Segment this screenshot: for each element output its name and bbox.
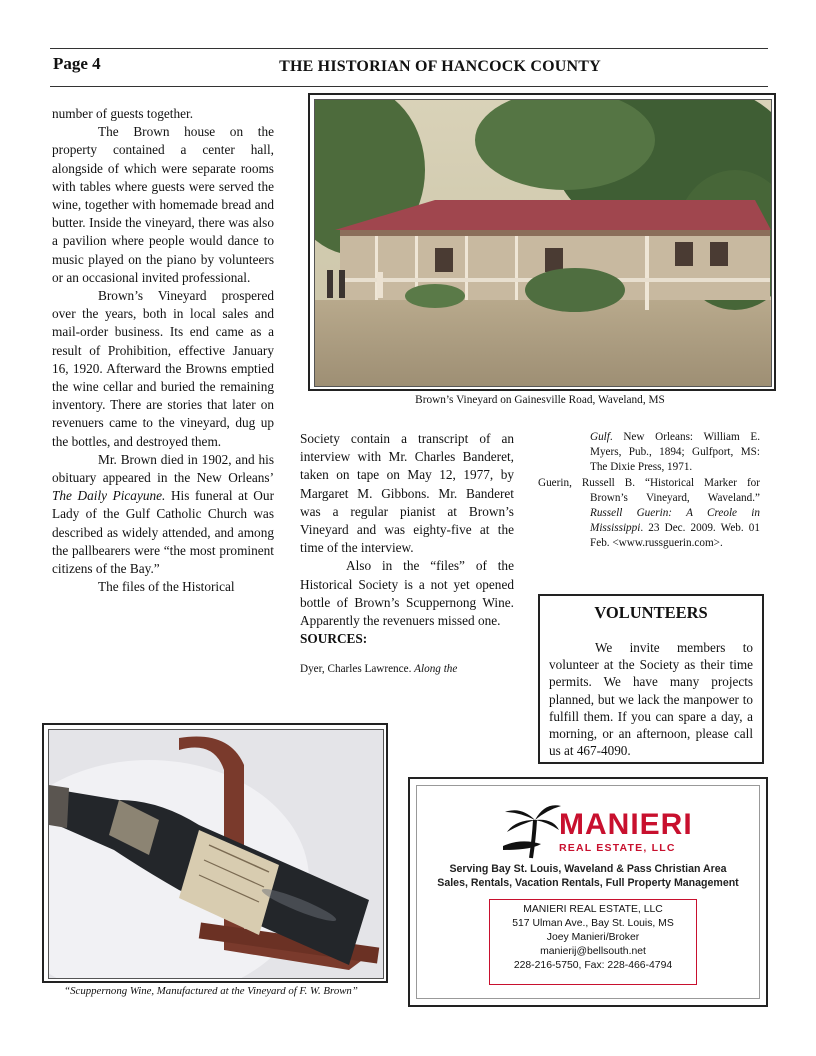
paragraph: The Brown house on the property contained a center hall, alongside of which were separate rooms with tables where guests were served the wine, together with homemade bread and butter. Inside the vineyard, there was also a pavilion where people would dance to music played on the piano by volunteers or an occasional invited professional. (52, 124, 274, 285)
paragraph: The files of the Historical (98, 579, 235, 595)
wine-bottle-illustration (49, 730, 383, 978)
manieri-real-estate-ad (408, 777, 768, 1007)
paragraph: Brown’s Vineyard prospered over the years, both in local sales and mail-order business. Its end came as a result of Prohibition, effective January 16, 1920. Afterward the Browns emptied the wine cellar and buried the remaining inventory. There are stories that later on revenuers came to the vineyard, dug up the bottles, and destroyed them. (52, 288, 274, 449)
text-run: Mr. Brown died in 1902, and his obituary appeared in the New Orleans’ (52, 451, 274, 486)
brand-subtitle: REAL ESTATE, LLC (559, 842, 676, 854)
business-card (489, 899, 697, 985)
wine-bottle-caption: “Scuppernong Wine, Manufactured at the Vineyard of F. W. Brown” (64, 985, 358, 997)
header-rule (50, 86, 768, 87)
ad-inner-frame (416, 785, 760, 999)
website-title: Russell Guerin: A Creole in Mississippi (590, 507, 760, 535)
vineyard-photo-caption: Brown’s Vineyard on Gainesville Road, Waveland, MS (415, 394, 665, 406)
book-title: Along the (414, 663, 458, 676)
volunteers-box (538, 594, 764, 764)
source-entry (538, 476, 760, 552)
top-rule (50, 48, 768, 49)
source-entry-continued (538, 430, 760, 476)
sources-heading: SOURCES: (300, 631, 368, 647)
volunteers-title: VOLUNTEERS (594, 603, 708, 622)
volunteers-text: We invite members to volunteer at the Society as their time permits. We have many projects planned, but we lack the manpower to fulfill them. If you can spare a day, a morning, or an afternoon, please call us at 467-4090. (549, 640, 753, 759)
newspaper-title: The Daily Picayune. (52, 488, 166, 504)
vineyard-photo (308, 93, 776, 391)
book-title: Gulf (590, 431, 610, 443)
text-run: Dyer, Charles Lawrence. (300, 663, 415, 676)
company-phone: 228-216-5750, Fax: 228-466-4794 (513, 960, 673, 971)
text-run: . 23 Dec. 2009. Web. 01 Feb. <www.russguerin.com>. (590, 522, 760, 550)
wine-bottle-image (48, 729, 384, 979)
company-email: manierij@bellsouth.net (540, 946, 646, 957)
text-run: . New Orleans: William E. Myers, Pub., 1894; Gulfport, MS: The Dixie Press, 1971. (590, 431, 760, 474)
vineyard-photo-image (314, 99, 772, 387)
palm-tree-logo-icon (501, 798, 563, 860)
company-address: 517 Ulman Ave., Bay St. Louis, MS (512, 918, 674, 929)
article-column-1 (52, 105, 274, 596)
ad-tagline: Serving Bay St. Louis, Waveland & Pass Christian Area (449, 863, 727, 875)
broker-name: Joey Manieri/Broker (546, 932, 640, 943)
brand-name: MANIERI (559, 808, 693, 841)
article-column-2 (300, 430, 514, 677)
paragraph: Society contain a transcript of an interview with Mr. Charles Banderet, taken on tape on May 12, 1977, by Margaret M. Gibbons. Mr. Banderet was a regular pianist at Brown’s Vineyard and was eighty-five at the time of the interview. (300, 431, 514, 556)
paragraph: number of guests together. (52, 106, 194, 121)
page-number: Page 4 (53, 54, 101, 73)
ad-services: Sales, Rentals, Vacation Rentals, Full Property Management (437, 877, 739, 889)
paragraph (52, 451, 274, 578)
newsletter-masthead: THE HISTORIAN OF HANCOCK COUNTY (279, 58, 601, 75)
source-entry (300, 662, 514, 677)
paragraph: Also in the “files” of the Historical Society is a not yet opened bottle of Brown’s Scuppernong Wine. Apparently the revenuers missed one. (300, 558, 514, 629)
text-run: His funeral at Our Lady of the Gulf Catholic Church was described as widely attended, and among the pallbearers were “the most prominent citizens of the Bay.” (52, 488, 274, 577)
company-name: MANIERI REAL ESTATE, LLC (523, 904, 663, 915)
sources-column (538, 430, 760, 552)
text-run: Guerin, Russell B. “Historical Marker for Brown’s Vineyard, Waveland.” (538, 476, 760, 504)
wine-bottle-photo (42, 723, 388, 983)
vineyard-illustration (315, 100, 771, 386)
